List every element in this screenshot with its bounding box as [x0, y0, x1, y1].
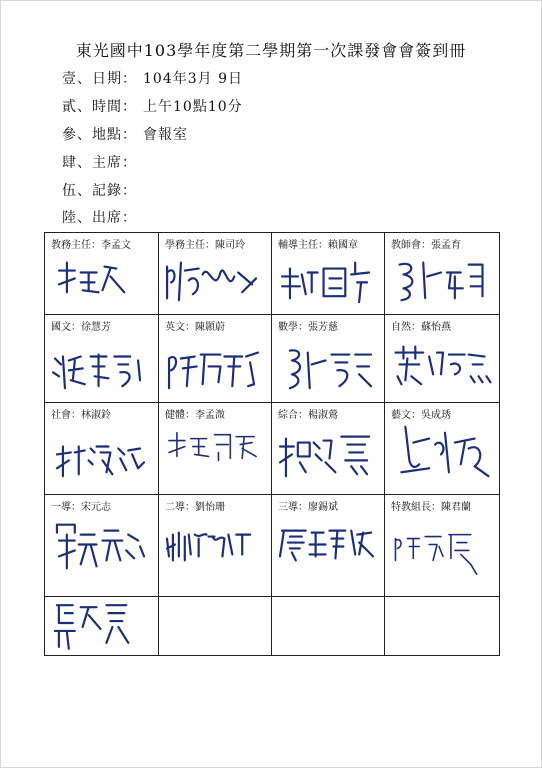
attendance-cell	[385, 597, 499, 655]
attendance-cell	[45, 315, 159, 402]
signature-extra-1	[45, 597, 158, 655]
signature-lai-guo-zhang	[272, 233, 384, 314]
attendance-cell	[159, 315, 272, 402]
info-recorder	[62, 180, 143, 200]
info-date	[62, 68, 243, 88]
signature-chen-jun-lan	[385, 495, 499, 596]
cell-label: 藝文：吳成琇	[391, 410, 451, 421]
cell-label: 輔導主任：賴國章	[278, 240, 358, 251]
info-place-label: 參、地點：	[62, 127, 137, 143]
attendance-cell	[159, 403, 272, 494]
cell-label: 綜合：楊淑鶯	[278, 410, 338, 421]
info-time	[62, 96, 243, 116]
info-time-value: 上午10點10分	[143, 99, 243, 115]
attendance-cell	[385, 233, 499, 314]
attendance-cell	[272, 233, 385, 314]
signature-lin-shu-ling	[45, 403, 158, 494]
cell-label: 國文：徐慧芳	[51, 322, 111, 333]
signature-liu-yi-shan	[159, 495, 271, 596]
attendance-cell	[45, 233, 159, 314]
cell-label: 教師會：張孟育	[391, 240, 461, 251]
attendance-cell	[159, 597, 272, 655]
attendance-cell	[159, 233, 272, 314]
attendance-cell	[159, 495, 272, 596]
info-date-value: 104年3月 9日	[143, 71, 243, 87]
attendance-cell	[385, 495, 499, 596]
info-chair	[62, 152, 143, 172]
cell-label: 學務主任：陳司玲	[165, 240, 245, 251]
cell-label: 社會：林淑鈴	[51, 410, 111, 421]
signature-zhang-meng-yu	[385, 233, 499, 314]
signature-li-meng-wen	[45, 233, 158, 314]
cell-label: 一導：宋元志	[51, 502, 111, 513]
attendance-cell	[272, 597, 385, 655]
attendance-cell	[272, 315, 385, 402]
signature-li-meng-wei	[159, 403, 271, 494]
cell-label: 二導：劉怡珊	[165, 502, 225, 513]
attendance-cell	[45, 403, 159, 494]
cell-label: 自然：蘇怡燕	[391, 322, 451, 333]
info-place	[62, 124, 188, 144]
signature-song-yuan-zhi	[45, 495, 158, 596]
signature-su-yi-yan	[385, 315, 499, 402]
attendance-cell	[45, 597, 159, 655]
info-recorder-label: 伍、記錄：	[62, 183, 137, 199]
attendance-cell	[385, 315, 499, 402]
cell-label: 教務主任：李孟文	[51, 240, 131, 251]
attendance-cell	[45, 495, 159, 596]
info-attendance	[62, 207, 143, 227]
signature-chen-hao-wei	[159, 315, 271, 402]
signature-yang-shu-ying	[272, 403, 384, 494]
info-time-label: 貳、時間：	[62, 99, 137, 115]
cell-label: 特教組長：陳君蘭	[391, 502, 471, 513]
table-row	[45, 597, 499, 655]
signature-chen-si-ling	[159, 233, 271, 314]
attendance-cell	[272, 495, 385, 596]
table-row	[45, 315, 499, 403]
cell-label: 數學：張芳慈	[278, 322, 338, 333]
table-row	[45, 495, 499, 597]
attendance-cell	[272, 403, 385, 494]
signature-wu-cheng-xiu	[385, 403, 499, 494]
attendance-cell	[385, 403, 499, 494]
signature-zhang-fang-ci	[272, 315, 384, 402]
signature-xu-hui-fang	[45, 315, 158, 402]
cell-label: 英文：陳顥蔚	[165, 322, 225, 333]
info-place-value: 會報室	[143, 127, 188, 143]
table-row	[45, 233, 499, 315]
document-title: 東光國中103學年度第二學期第一次課發會會簽到冊	[75, 41, 467, 60]
info-chair-label: 肆、主席：	[62, 155, 137, 171]
attendance-table	[44, 232, 500, 656]
signature-liao-xi-bin	[272, 495, 384, 596]
info-date-label: 壹、日期：	[62, 71, 137, 87]
cell-label: 健體：李孟溦	[165, 410, 225, 421]
cell-label: 三導：廖錫斌	[278, 502, 338, 513]
table-row	[45, 403, 499, 495]
info-attendance-label: 陸、出席：	[62, 210, 137, 226]
